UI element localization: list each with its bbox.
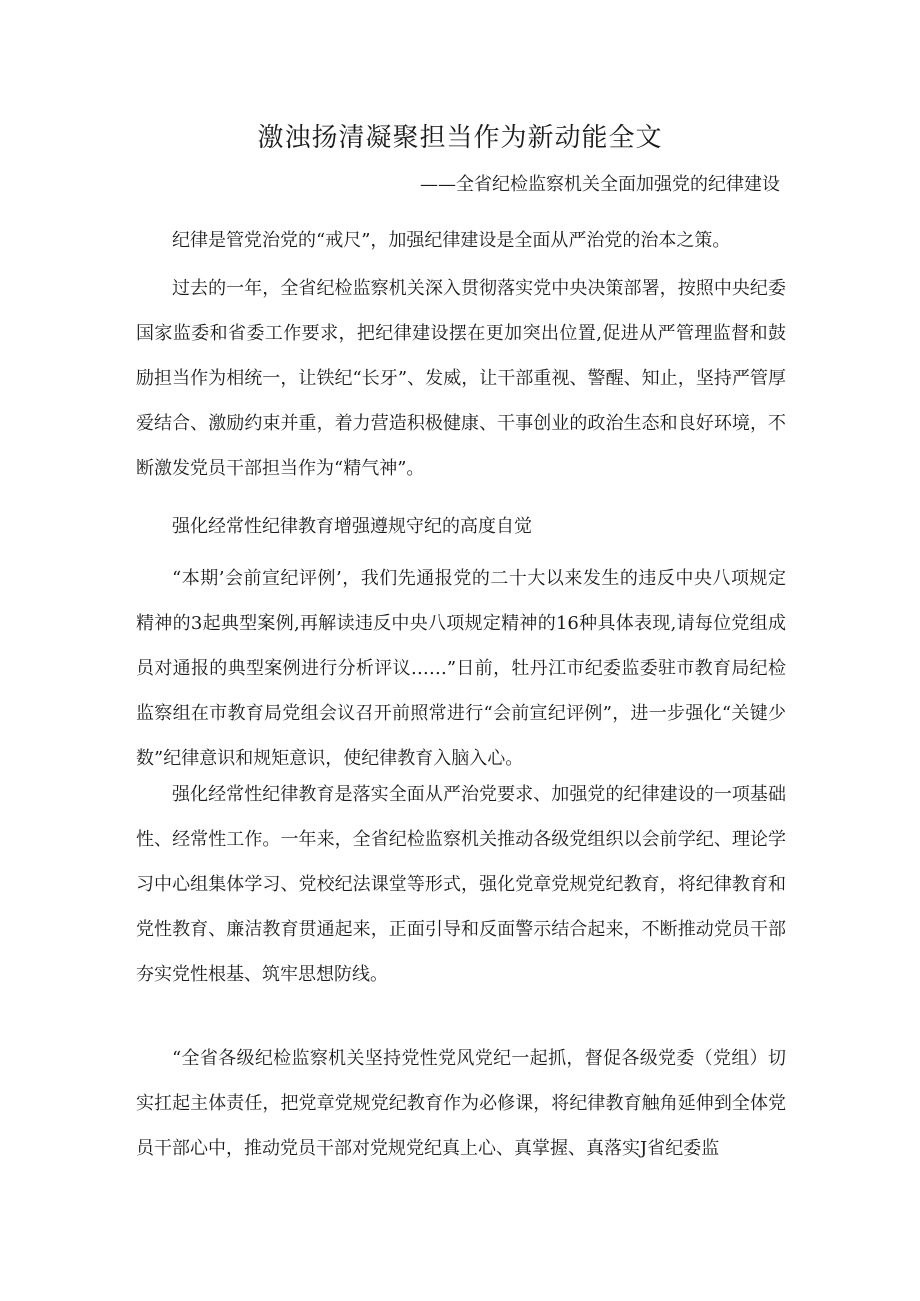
- document-subtitle: ——全省纪检监察机关全面加强党的纪律建设: [420, 174, 780, 195]
- paragraph-discipline-education: 强化经常性纪律教育是落实全面从严治党要求、加强党的纪律建设的一项基础性、经常性工作。一年来，全省纪检监察机关推动各级党组织以会前学纪、理论学习中心组集体学习、党校纪法课堂等形式，强化党章党规党纪教育，将纪律教育和党性教育、廉洁教育贯通起来，正面引导和反面警示结合起来，不断推动党员干部夯实党性根基、筑牢思想防线。: [136, 784, 786, 985]
- paragraph-intro: 纪律是管党治党的“戒尺”，加强纪律建设是全面从严治党的治本之策。: [172, 230, 731, 251]
- document-title: 激浊扬清凝聚担当作为新动能全文: [257, 123, 663, 153]
- paragraph-meeting-case: “本期’会前宣纪评例’，我们先通报党的二十大以来发生的违反中央八项规定精神的3起典型案例,再解读违反中央八项规定精神的16种具体表现,请每位党组成员对通报的典型案例进行分析评议……”日前，牡丹江市纪委监委驻市教育局纪检监察组在市教育局党组会议召开前照常进行“会前宣纪评例”，进一步强化“关键少数”纪律意识和规矩意识，使纪律教育入脑入心。: [136, 568, 786, 769]
- section-heading: 强化经常性纪律教育增强遵规守纪的高度自觉: [172, 516, 532, 537]
- paragraph-quote: “全省各级纪检监察机关坚持党性党风党纪一起抓，督促各级党委（党组）切实扛起主体责任，把党章党规党纪教育作为必修课，将纪律教育触角延伸到全体党员干部心中，推动党员干部对党规党纪真上心、真掌握、真落实J省纪委监: [136, 1048, 786, 1159]
- paragraph-annual-review: 过去的一年，全省纪检监察机关深入贯彻落实党中央决策部署，按照中央纪委国家监委和省委工作要求，把纪律建设摆在更加突出位置,促进从严管理监督和鼓励担当作为相统一，让铁纪“长牙”、发威，让干部重视、警醒、知止，坚持严管厚爱结合、激励约束并重，着力营造积极健康、干事创业的政治生态和良好环境，不断激发党员干部担当作为“精气神”。: [136, 278, 786, 479]
